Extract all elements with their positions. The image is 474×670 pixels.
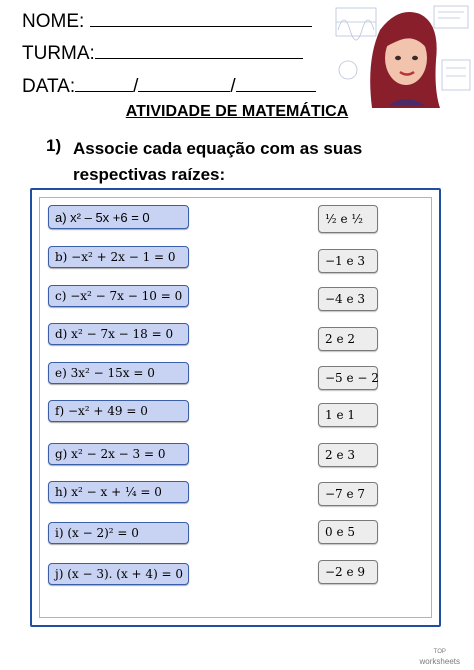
date-year-blank[interactable] [236, 75, 316, 92]
root-box[interactable]: 1 e 1 [318, 403, 378, 427]
topworksheets-logo [420, 648, 460, 666]
name-blank[interactable] [90, 10, 312, 27]
question-number: 1) [46, 136, 62, 155]
class-label: TURMA: [22, 43, 95, 64]
equation-box[interactable]: a) x² – 5x +6 = 0 [48, 205, 189, 229]
root-box[interactable]: −5 e − 2 [318, 366, 378, 390]
root-box[interactable]: −4 e 3 [318, 287, 378, 311]
date-day-blank[interactable] [75, 75, 133, 92]
equation-box[interactable]: i) (x − 2)² = 0 [48, 522, 189, 544]
equation-box[interactable]: e) 3x² − 15x = 0 [48, 362, 189, 384]
teacher-avatar [330, 0, 474, 110]
equation-box[interactable]: c) −x² − 7x − 10 = 0 [48, 285, 189, 307]
root-box[interactable]: 0 e 5 [318, 520, 378, 544]
question-text: Associe cada equação com as suas respectivas raízes: [73, 139, 363, 184]
root-box[interactable]: −2 e 9 [318, 560, 378, 584]
equation-box[interactable]: d) x² − 7x − 18 = 0 [48, 323, 189, 345]
equation-box[interactable]: b) −x² + 2x − 1 = 0 [48, 246, 189, 268]
name-label: NOME: [22, 11, 85, 32]
equation-box[interactable]: h) x² − x + ¼ = 0 [48, 481, 189, 503]
root-box[interactable]: ½ e ½ [318, 205, 378, 233]
date-line [22, 75, 316, 98]
root-box[interactable]: −1 e 3 [318, 249, 378, 273]
date-separator: / [230, 76, 236, 97]
root-box[interactable]: 2 e 2 [318, 327, 378, 351]
date-separator: / [133, 76, 139, 97]
root-box[interactable]: −7 e 7 [318, 482, 378, 506]
root-box[interactable]: 2 e 3 [318, 443, 378, 467]
page-title: ATIVIDADE DE MATEMÁTICA [125, 103, 349, 120]
equation-box[interactable]: j) (x − 3). (x + 4) = 0 [48, 563, 189, 585]
class-blank[interactable] [95, 42, 303, 59]
date-label: DATA: [22, 76, 76, 97]
name-line [22, 10, 312, 33]
equation-box[interactable]: f) −x² + 49 = 0 [48, 400, 189, 422]
equation-box[interactable]: g) x² − 2x − 3 = 0 [48, 443, 189, 465]
logo-line-2: worksheets [419, 657, 460, 666]
class-line [22, 42, 303, 65]
date-month-blank[interactable] [138, 75, 230, 92]
logo-line-1: TOP [433, 649, 446, 655]
